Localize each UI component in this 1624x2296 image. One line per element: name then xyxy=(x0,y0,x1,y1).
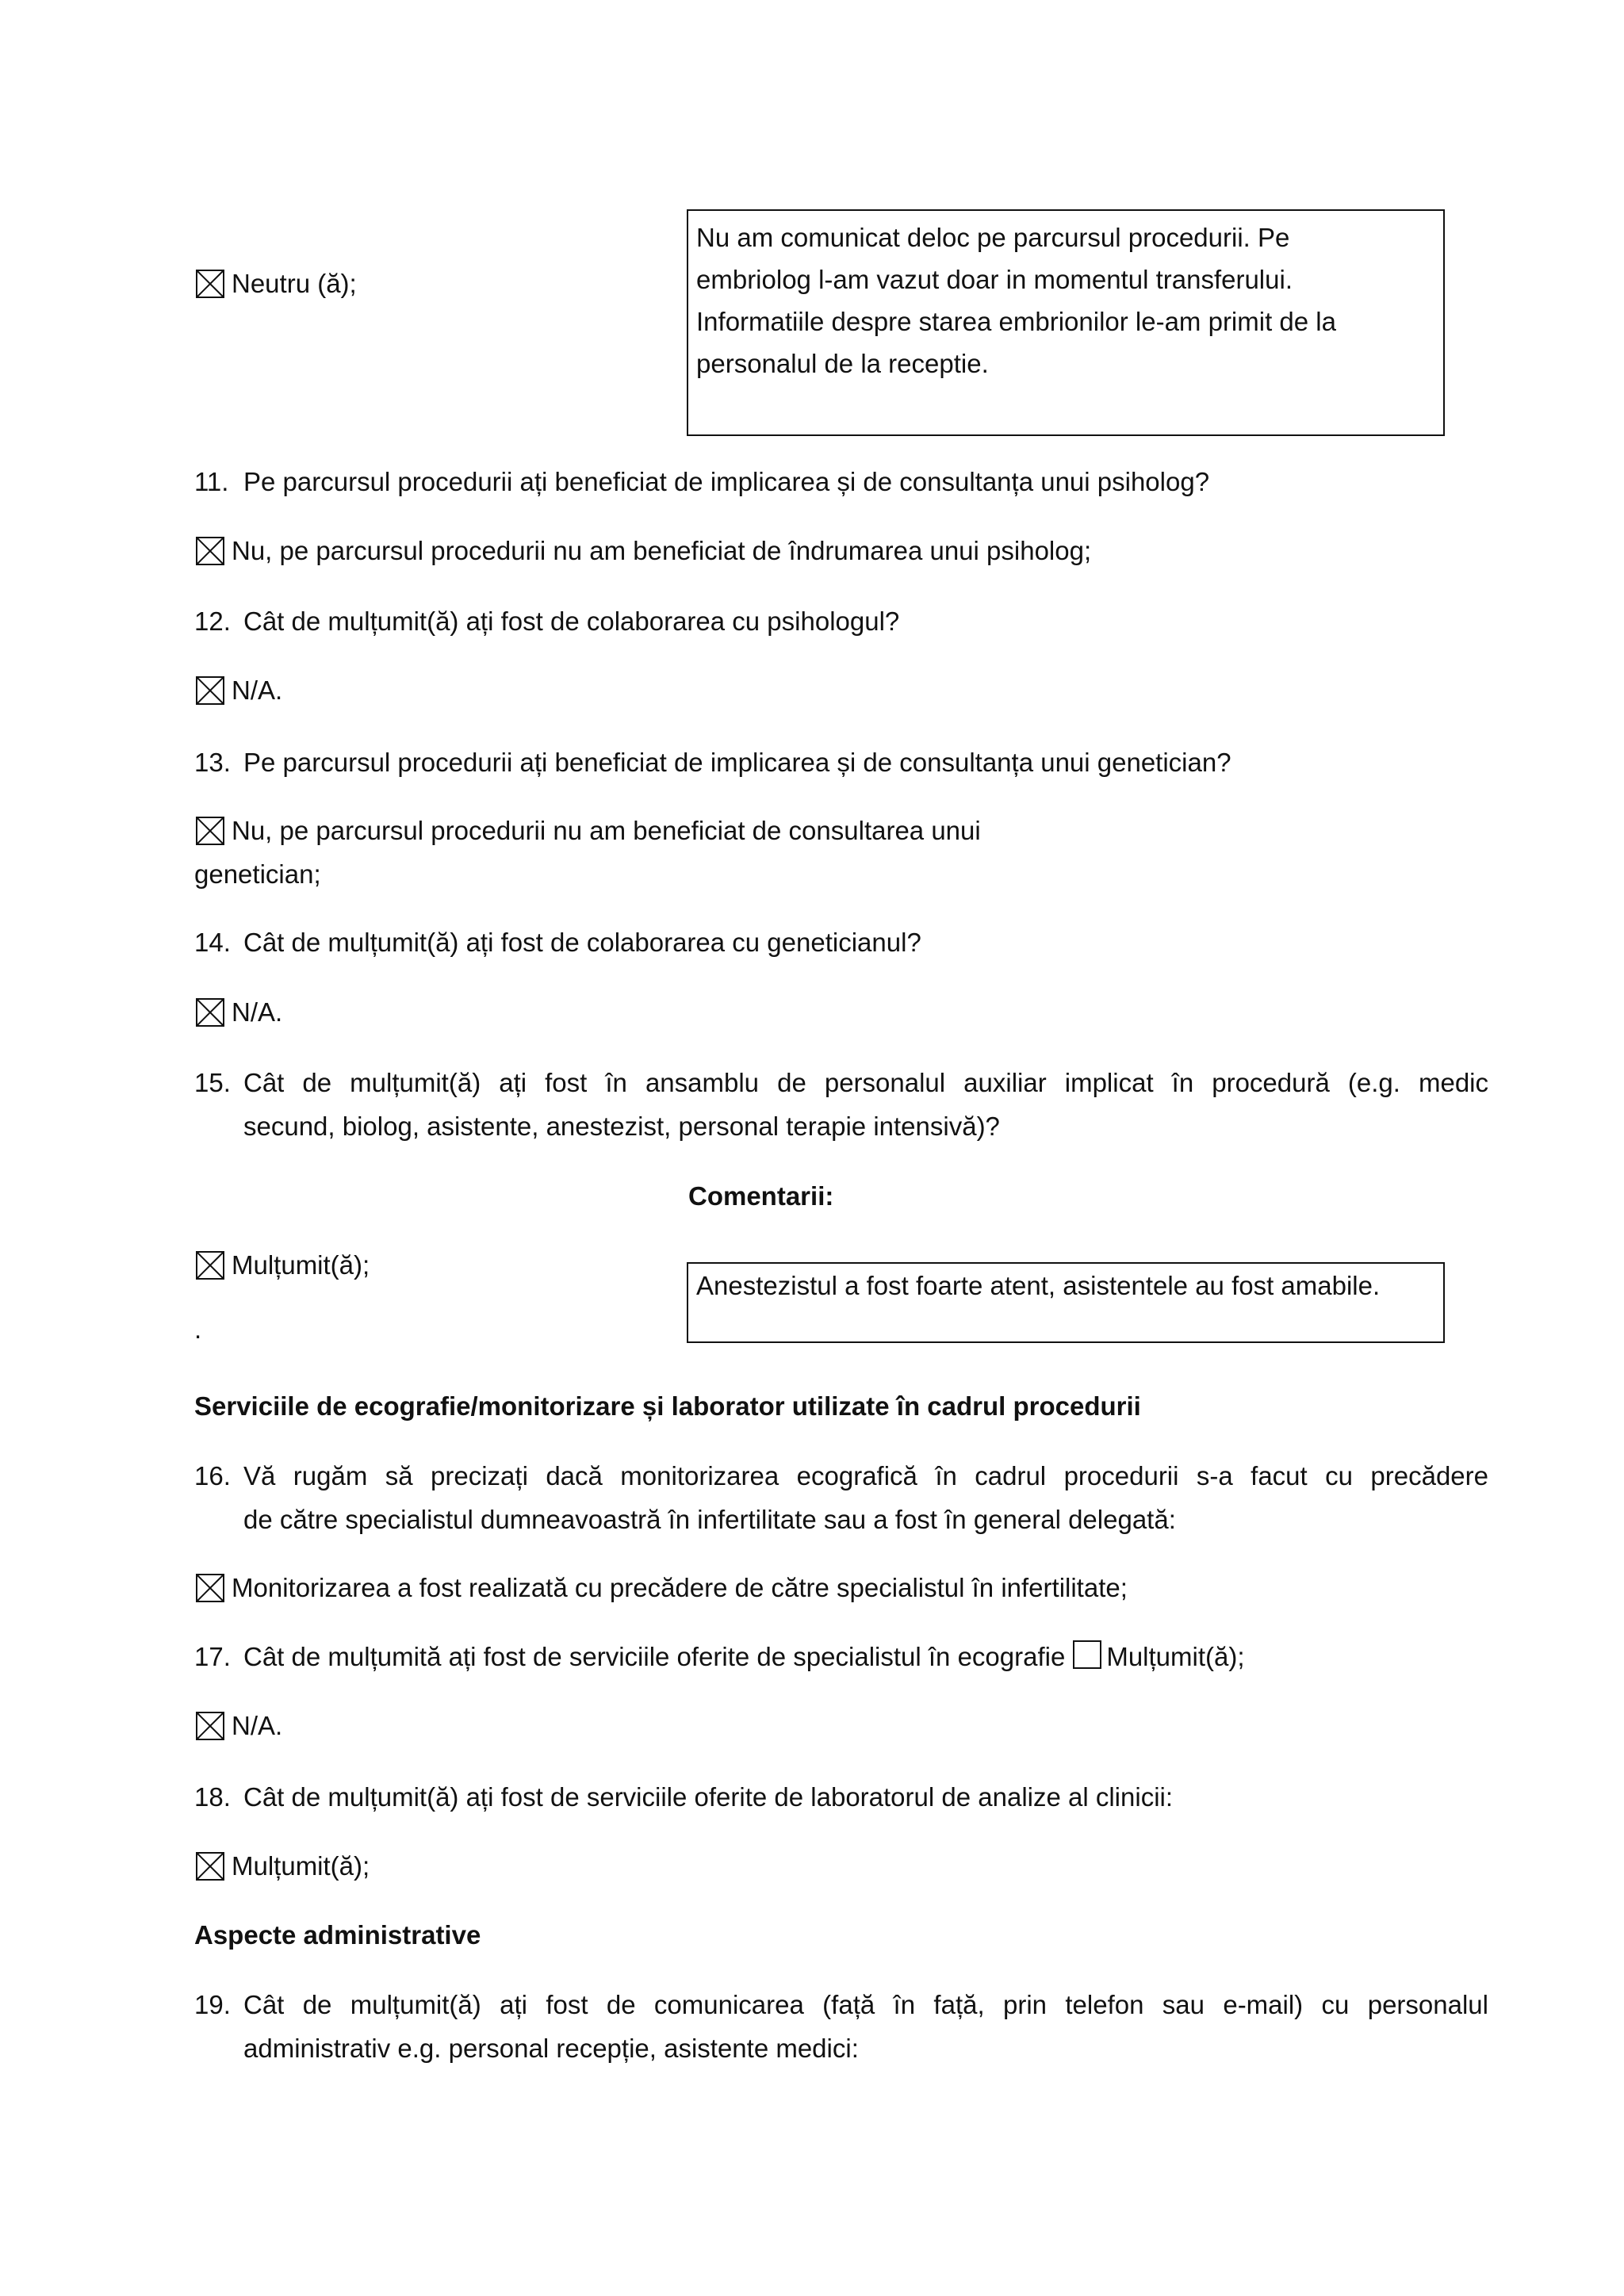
question-text: Cât de mulțumit(ă) ați fost de serviciile oferite de laboratorul de analize al clinicii: xyxy=(243,1782,1174,1812)
question-text-line2: de către specialistul dumneavoastră în infertilitate sau a fost în general delegată: xyxy=(243,1505,1176,1534)
checkbox-checked-icon[interactable] xyxy=(196,676,224,705)
checkbox-checked-icon[interactable] xyxy=(196,1852,224,1881)
comment-text: Anestezistul a fost foarte atent, asistentele au fost amabile. xyxy=(696,1271,1381,1300)
question-text-line1: Cât de mulțumit(ă) ați fost de comunicarea (față în față, prin telefon sau e-mail) cu personalul xyxy=(243,1990,1488,2019)
checkbox-checked-icon[interactable] xyxy=(196,817,224,845)
question-text: Pe parcursul procedurii ați beneficiat de implicarea și de consultanța unui psiholog? xyxy=(243,467,1210,496)
question-text-line1: Cât de mulțumit(ă) ați fost în ansamblu de personalul auxiliar implicat în procedură (e.g. medic xyxy=(243,1068,1488,1097)
answer-q14: N/A. xyxy=(232,997,283,1027)
inline-option: Mulțumit(ă); xyxy=(1106,1642,1245,1671)
stray-dot: . xyxy=(194,1314,202,1344)
checkbox-checked-icon[interactable] xyxy=(196,270,224,298)
comment-line: Informatiile despre starea embrionilor le-am primit de la xyxy=(696,307,1336,336)
answer-q15: Mulțumit(ă); xyxy=(232,1250,370,1280)
comment-line: Nu am comunicat deloc pe parcursul procedurii. Pe xyxy=(696,223,1290,252)
answer-q13-line1: Nu, pe parcursul procedurii nu am beneficiat de consultarea unui xyxy=(232,816,981,845)
question-number: 19. xyxy=(194,1990,231,2019)
section-heading-admin: Aspecte administrative xyxy=(194,1920,481,1950)
question-number: 13. xyxy=(194,748,231,777)
question-number: 18. xyxy=(194,1782,231,1812)
comment-line: personalul de la receptie. xyxy=(696,349,989,378)
answer-q11: Nu, pe parcursul procedurii nu am beneficiat de îndrumarea unui psiholog; xyxy=(232,536,1092,565)
question-number: 16. xyxy=(194,1461,231,1490)
question-text: Cât de mulțumită ați fost de serviciile oferite de specialistul în ecografie xyxy=(243,1642,1066,1671)
answer-q18: Mulțumit(ă); xyxy=(232,1851,370,1881)
answer-q17: N/A. xyxy=(232,1711,283,1740)
option-neutru: Neutru (ă); xyxy=(232,269,357,298)
question-number: 14. xyxy=(194,928,231,957)
checkbox-checked-icon[interactable] xyxy=(196,537,224,565)
comment-line: embriolog l-am vazut doar in momentul transferului. xyxy=(696,265,1293,294)
checkbox-checked-icon[interactable] xyxy=(196,998,224,1027)
comments-label: Comentarii: xyxy=(688,1181,834,1211)
checkbox-checked-icon[interactable] xyxy=(196,1574,224,1602)
question-text-line2: secund, biolog, asistente, anestezist, personal terapie intensivă)? xyxy=(243,1112,1000,1141)
answer-q13-line2: genetician; xyxy=(194,859,321,889)
answer-q12: N/A. xyxy=(232,675,283,705)
checkbox-checked-icon[interactable] xyxy=(196,1251,224,1280)
question-text: Pe parcursul procedurii ați beneficiat de implicarea și de consultanța unui genetician? xyxy=(243,748,1231,777)
answer-q16: Monitorizarea a fost realizată cu precădere de către specialistul în infertilitate; xyxy=(232,1573,1128,1602)
question-text: Cât de mulțumit(ă) ați fost de colaborarea cu geneticianul? xyxy=(243,928,921,957)
question-text-line2: administrativ e.g. personal recepție, asistente medici: xyxy=(243,2034,859,2063)
comment-box-staff xyxy=(687,1262,1445,1343)
question-text: Cât de mulțumit(ă) ați fost de colaborarea cu psihologul? xyxy=(243,607,900,636)
checkbox-empty-icon[interactable] xyxy=(1073,1640,1101,1669)
question-number: 15. xyxy=(194,1068,231,1097)
question-number: 12. xyxy=(194,607,231,636)
question-number: 11. xyxy=(194,467,229,496)
section-heading-ecografie: Serviciile de ecografie/monitorizare și laborator utilizate în cadrul procedurii xyxy=(194,1391,1141,1421)
question-text-line1: Vă rugăm să precizați dacă monitorizarea ecografică în cadrul procedurii s-a facut cu precădere xyxy=(243,1461,1488,1490)
comment-box-communication xyxy=(687,209,1445,436)
checkbox-checked-icon[interactable] xyxy=(196,1712,224,1740)
question-number: 17. xyxy=(194,1642,231,1671)
